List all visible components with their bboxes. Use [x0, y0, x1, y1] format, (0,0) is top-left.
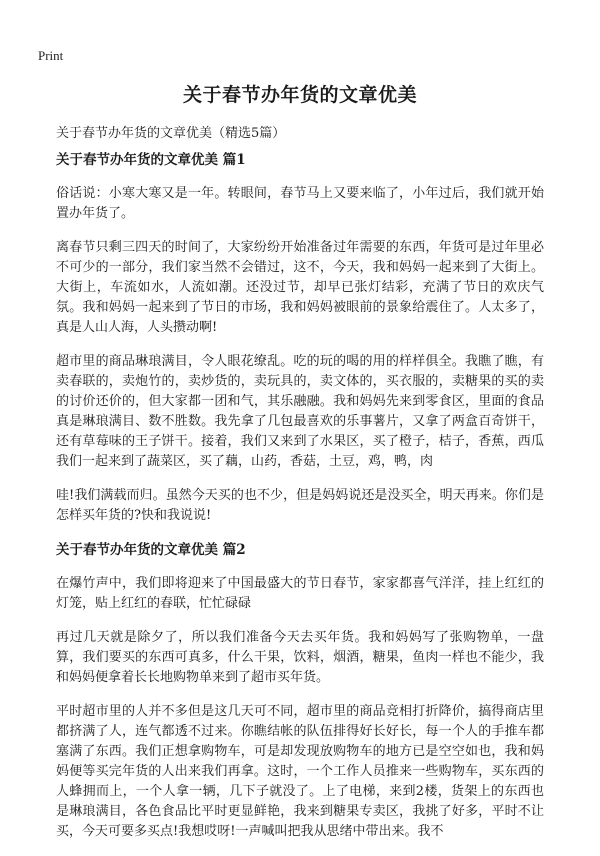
section-1	[56, 150, 544, 526]
page-title: 关于春节办年货的文章优美	[182, 84, 417, 106]
paragraph: 离春节只剩三四天的时间了，大家纷纷开始准备过年需要的东西，年货可是过年里必不可少的一部分，我们家当然不会错过，这不，今天，我和妈妈一起来到了大街上。大街上，车流如水，人流如潮。还没过节，却早已张灯结彩，充满了节日的欢庆气氛。我和妈妈一起来到了节日的市场，我和妈妈被眼前的景象给震住了。人太多了，真是人山人海，人头攒动啊!	[56, 240, 544, 335]
paragraph: 超市里的商品琳琅满目，令人眼花缭乱。吃的玩的喝的用的样样俱全。我瞧了瞧，有卖春联的，卖炮竹的，卖炒货的，卖玩具的，卖文体的，买衣服的，卖糖果的买的卖的讨价还价的，但大家都一团和气，其乐融融。我和妈妈先来到零食区，里面的食品真是琳琅满目、数不胜数。我先拿了几包最喜欢的乐事薯片，又拿了两盒百奇饼干，还有草莓味的王子饼干。接着，我们又来到了水果区，买了橙子，桔子，香蕉，西瓜我们一起来到了蔬菜区，买了藕，山药，香菇，土豆，鸡，鸭，肉	[56, 354, 544, 469]
section-heading: 关于春节办年货的文章优美 篇1	[56, 152, 246, 168]
page-subtitle: 关于春节办年货的文章优美（精选5篇）	[56, 126, 286, 141]
paragraph: 哇!我们满载而归。虽然今天买的也不少，但是妈妈说还是没买全，明天再来。你们是怎样买年货的?快和我说说!	[56, 488, 544, 523]
paragraph: 再过几天就是除夕了，所以我们准备今天去买年货。我和妈妈写了张购物单，一盘算，我们要买的东西可真多，什么干果，饮料，烟酒，糖果，鱼肉一样也不能少，我和妈妈便拿着长长地购物单来到了超市买年货。	[56, 630, 544, 685]
paragraph: 在爆竹声中，我们即将迎来了中国最盛大的节日春节，家家都喜气洋洋，挂上红红的灯笼，贴上红红的春联，忙忙碌碌	[56, 576, 544, 611]
section-heading: 关于春节办年货的文章优美 篇2	[56, 542, 246, 558]
paragraph: 平时超市里的人并不多但是这几天可不同，超市里的商品竞相打折降价，搞得商店里都挤满了人，连气都透不过来。你瞧结帐的队伍排得好长好长，每一个人的手推车都塞满了东西。我们正想拿购物车，可是却发现放购物车的地方已是空空如也，我和妈妈便等买完年货的人出来我们再拿。这时，一个工作人员推来一些购物车，买东西的人蜂拥而上，一个人拿一辆，几下子就没了。上了电梯，来到2楼，货架上的东西也是琳琅满目，各色食品比平时更显鲜艳，我来到糖果专卖区，我挑了好多，平时不让买，今天可要多买点!我想哎呀!一声喊叫把我从思绪中带出来。我不	[56, 704, 544, 839]
section-2	[56, 540, 544, 842]
print-link[interactable]: Print	[38, 48, 64, 63]
paragraph: 俗话说：小寒大寒又是一年。转眼间，春节马上又要来临了，小年过后，我们就开始置办年货了。	[56, 186, 544, 221]
article-body	[56, 150, 544, 856]
